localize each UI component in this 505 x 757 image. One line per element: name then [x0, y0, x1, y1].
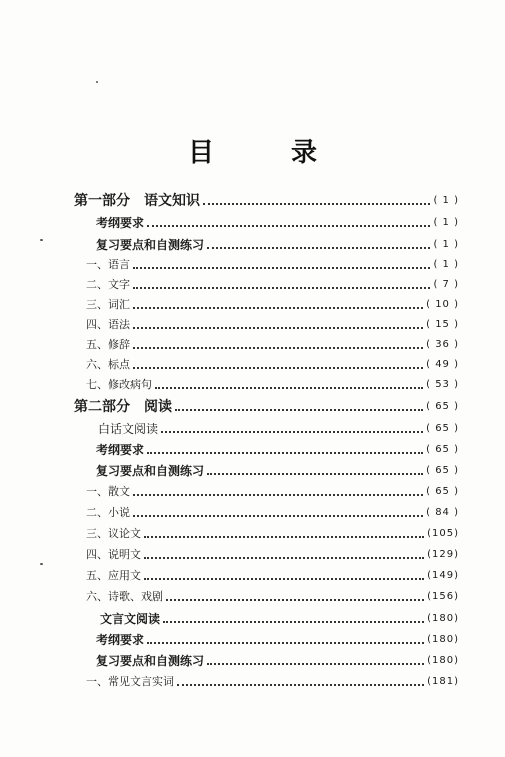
- toc-leader: [133, 493, 423, 496]
- toc-entry-page: (180): [427, 612, 459, 624]
- toc-entry-label: 三、议论文: [86, 527, 141, 540]
- toc-leader: [175, 408, 423, 411]
- toc-leader: [207, 246, 430, 249]
- toc-entry: [86, 255, 459, 273]
- toc-entry-label: 六、诗歌、戏剧: [86, 590, 163, 603]
- toc-entry: [96, 213, 459, 231]
- toc-entry-page: ( 10 ): [426, 298, 459, 310]
- page-title: 目 录: [187, 138, 352, 168]
- toc-leader: [133, 266, 430, 269]
- scan-speck: [96, 81, 98, 83]
- toc-leader: [133, 326, 423, 329]
- toc-entry: [86, 355, 459, 373]
- toc-entry: [86, 566, 459, 584]
- toc-entry-label: 考纲要求: [96, 442, 145, 457]
- toc-entry: [96, 651, 459, 669]
- toc-entry-label: 复习要点和自测练习: [96, 463, 205, 478]
- toc-entry-page: ( 1 ): [433, 216, 459, 228]
- toc-entry-label: 七、修改病句: [86, 378, 152, 391]
- toc-entry: [98, 419, 459, 437]
- toc-entry-page: ( 1 ): [433, 258, 459, 270]
- toc-leader: [147, 451, 423, 454]
- toc-leader: [144, 556, 424, 559]
- toc-entry-label: 四、说明文: [86, 548, 141, 561]
- toc-entry-label: 三、词汇: [86, 298, 130, 311]
- toc-leader: [207, 662, 424, 665]
- toc-entry-label: 白话文阅读: [98, 421, 159, 436]
- toc-leader: [177, 683, 424, 686]
- toc-entry: [86, 315, 459, 333]
- toc-entry-page: (180): [427, 633, 459, 645]
- toc-entry: [100, 609, 459, 627]
- toc-entry-page: ( 65 ): [426, 400, 459, 412]
- toc-entry-page: ( 65 ): [426, 422, 459, 434]
- toc-entry: [86, 295, 459, 313]
- toc-entry-page: ( 53 ): [426, 378, 459, 390]
- toc-leader: [133, 286, 430, 289]
- toc-entry-label: 二、文字: [86, 278, 130, 291]
- toc-entry-label: 文言文阅读: [100, 611, 161, 626]
- toc-entry-page: (181): [427, 675, 459, 687]
- toc-entry: [86, 587, 459, 605]
- toc-entry-label: 第一部分 语文知识: [74, 193, 200, 209]
- toc-entry-page: ( 49 ): [426, 358, 459, 370]
- toc-entry-page: (156): [427, 590, 459, 602]
- toc-entry-label: 六、标点: [86, 358, 130, 371]
- toc-entry-label: 一、语言: [86, 258, 130, 271]
- toc-entry: [96, 235, 459, 253]
- toc-entry-label: 第二部分 阅读: [74, 399, 172, 415]
- toc-entry: [96, 440, 459, 458]
- toc-entry-label: 五、修辞: [86, 338, 130, 351]
- toc-leader: [203, 202, 430, 205]
- toc-entry: [86, 545, 459, 563]
- toc-entry-page: (105): [427, 527, 459, 539]
- toc-leader: [163, 620, 424, 623]
- scan-speck: [40, 563, 43, 565]
- toc-leader: [133, 306, 423, 309]
- toc-entry: [86, 335, 459, 353]
- toc-entry: [86, 672, 459, 690]
- toc-leader: [133, 514, 423, 517]
- toc-entry-page: (180): [427, 654, 459, 666]
- scan-speck: [40, 239, 43, 241]
- toc-entry-page: ( 65 ): [426, 443, 459, 455]
- toc-entry: [86, 503, 459, 521]
- toc-leader: [144, 577, 424, 580]
- toc-entry-page: (129): [427, 548, 459, 560]
- toc-entry-label: 复习要点和自测练习: [96, 653, 205, 668]
- toc-leader: [161, 430, 423, 433]
- toc-entry-page: (149): [427, 569, 459, 581]
- toc-entry-page: ( 84 ): [426, 506, 459, 518]
- toc-entry-page: ( 65 ): [426, 464, 459, 476]
- toc-entry: [74, 397, 459, 415]
- toc-leader: [133, 346, 423, 349]
- toc-entry-page: ( 65 ): [426, 485, 459, 497]
- toc-entry-label: 考纲要求: [96, 632, 145, 647]
- toc-entry-page: ( 1 ): [433, 194, 459, 206]
- toc-entry: [86, 375, 459, 393]
- toc-entry: [74, 191, 459, 209]
- toc-entry-page: ( 15 ): [426, 318, 459, 330]
- toc-entry-page: ( 1 ): [433, 238, 459, 250]
- toc-entry-label: 四、语法: [86, 318, 130, 331]
- toc-entry: [86, 524, 459, 542]
- toc-entry: [86, 275, 459, 293]
- toc-entry-label: 一、常见文言实词: [86, 675, 174, 688]
- toc-entry-label: 复习要点和自测练习: [96, 237, 205, 252]
- toc-entry-label: 考纲要求: [96, 215, 145, 230]
- toc-leader: [207, 472, 423, 475]
- toc-leader: [147, 641, 424, 644]
- toc-entry-label: 一、散文: [86, 485, 130, 498]
- toc-entry-label: 五、应用文: [86, 569, 141, 582]
- toc-leader: [166, 598, 424, 601]
- toc-entry: [96, 630, 459, 648]
- toc-entry-page: ( 7 ): [433, 278, 459, 290]
- toc-leader: [144, 535, 424, 538]
- toc-leader: [147, 224, 430, 227]
- toc-entry-page: ( 36 ): [426, 338, 459, 350]
- toc-leader: [133, 366, 423, 369]
- toc-leader: [155, 386, 423, 389]
- toc-entry: [86, 482, 459, 500]
- toc-entry: [96, 461, 459, 479]
- toc-entry-label: 二、小说: [86, 506, 130, 519]
